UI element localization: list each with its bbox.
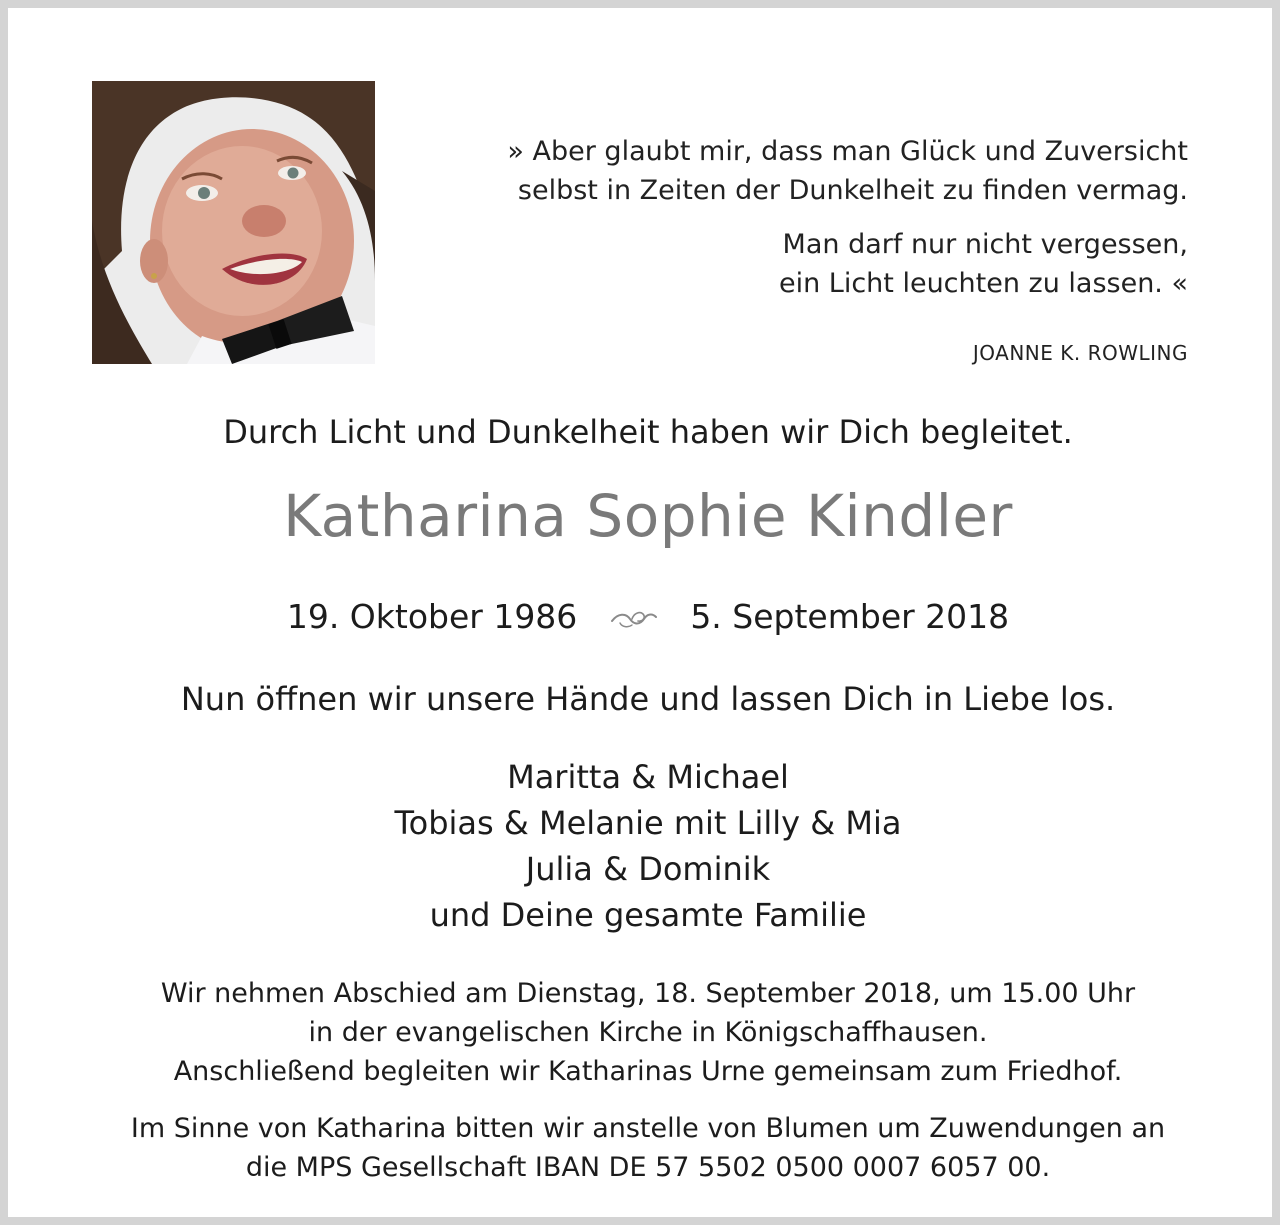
farewell-line: in der evangelischen Kirche in Königschaffhausen. bbox=[308, 1017, 988, 1048]
farewell-line: Wir nehmen Abschied am Dienstag, 18. September 2018, um 15.00 Uhr bbox=[160, 978, 1136, 1009]
farewell-line: Anschließend begleiten wir Katharinas Urne gemeinsam zum Friedhof. bbox=[173, 1056, 1123, 1087]
donation-info bbox=[8, 1109, 1280, 1187]
donation-line: die MPS Gesellschaft IBAN DE 57 5502 0500 0007 6057 00. bbox=[245, 1152, 1051, 1183]
family-member: Maritta & Michael bbox=[507, 758, 789, 796]
family-member: Tobias & Melanie mit Lilly & Mia bbox=[394, 804, 902, 842]
family-member: und Deine gesamte Familie bbox=[429, 896, 867, 934]
quote-line: ein Licht leuchten zu lassen. « bbox=[778, 268, 1188, 299]
quote-author: JOANNE K. ROWLING bbox=[972, 341, 1188, 365]
quote-line: » Aber glaubt mir, dass man Glück und Zuversicht bbox=[507, 136, 1188, 167]
donation-line: Im Sinne von Katharina bitten wir anstelle von Blumen um Zuwendungen an bbox=[130, 1113, 1166, 1144]
family-member: Julia & Dominik bbox=[525, 850, 771, 888]
farewell-info bbox=[8, 974, 1280, 1091]
family-list bbox=[8, 754, 1280, 938]
intro-line: Durch Licht und Dunkelheit haben wir Dich begleitet. bbox=[223, 413, 1073, 451]
quote-line: selbst in Zeiten der Dunkelheit zu finden vermag. bbox=[517, 175, 1188, 206]
flourish-ornament-icon bbox=[610, 597, 658, 621]
life-dates bbox=[8, 594, 1280, 640]
birth-date: 19. Oktober 1986 bbox=[286, 597, 578, 636]
death-date: 5. September 2018 bbox=[690, 597, 1010, 636]
release-line: Nun öffnen wir unsere Hände und lassen Dich in Liebe los. bbox=[180, 680, 1116, 718]
portrait-photo-icon bbox=[92, 81, 375, 364]
deceased-name: Katharina Sophie Kindler bbox=[283, 482, 1013, 550]
quote-line: Man darf nur nicht vergessen, bbox=[782, 229, 1188, 260]
portrait-photo bbox=[92, 81, 375, 364]
quote-block bbox=[468, 132, 1188, 303]
